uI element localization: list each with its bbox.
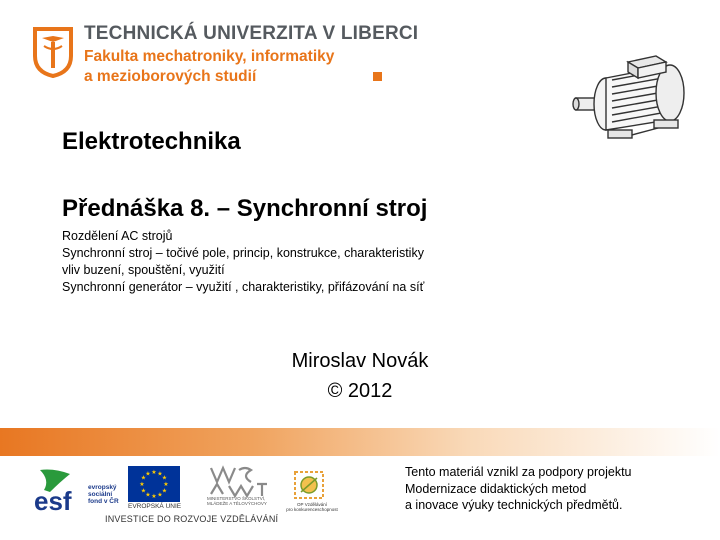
author-block (0, 346, 720, 406)
op-vk-text (282, 502, 342, 512)
lecture-title: Přednáška 8. – Synchronní stroj (62, 195, 428, 222)
esf-text-line: fond v ČR (88, 498, 119, 505)
svg-text:★: ★ (157, 491, 163, 499)
faculty-name-line2: a mezioborových studií (84, 68, 257, 85)
esf-text-line: sociální (88, 491, 113, 498)
project-note (405, 464, 632, 514)
topic-item: Rozdělení AC strojů (62, 229, 173, 243)
university-name: TECHNICKÁ UNIVERZITA V LIBERCI (84, 23, 419, 44)
header-accent-square (373, 72, 382, 81)
svg-text:esf: esf (34, 486, 72, 512)
svg-text:★: ★ (145, 470, 151, 478)
project-line: a inovace výuky technických předmětů. (405, 498, 623, 512)
tul-logo-icon (32, 26, 74, 78)
svg-text:★: ★ (139, 481, 145, 488)
project-line: Modernizace didaktických metod (405, 481, 587, 496)
topic-list (62, 228, 424, 296)
project-line: Tento materiál vznikl za podpory projektu (405, 465, 632, 479)
svg-text:★: ★ (163, 481, 169, 488)
svg-text:★: ★ (140, 474, 147, 482)
svg-text:★: ★ (140, 487, 147, 495)
topic-item: Synchronní stroj – točivé pole, princip, konstrukce, charakteristiky (62, 246, 424, 260)
eu-text: EVROPSKÁ UNIE (128, 503, 182, 510)
electric-motor-illustration (568, 40, 708, 150)
topic-item: vliv buzení, spouštění, využití (62, 263, 225, 277)
svg-text:★: ★ (151, 493, 157, 500)
topic-item: Synchronní generátor – využití , charakteristiky, přifázování na síť (62, 280, 425, 294)
op-vk-text-line: OP Vzdělávání (297, 502, 327, 507)
svg-text:★: ★ (151, 469, 157, 476)
svg-text:★: ★ (145, 491, 151, 499)
eu-flag-icon (128, 466, 180, 502)
svg-text:★: ★ (157, 470, 163, 478)
esf-text-line: evropský (88, 484, 117, 491)
esf-text (88, 484, 119, 505)
svg-text:★: ★ (161, 474, 168, 482)
author-name: Miroslav Novák (291, 350, 429, 372)
faculty-name-line1: Fakulta mechatroniky, informatiky (84, 48, 335, 65)
svg-text:★: ★ (161, 487, 168, 495)
logos-caption: INVESTICE DO ROZVOJE VZDĚLÁVÁNÍ (105, 514, 279, 524)
copyright: © 2012 (327, 380, 393, 402)
msmt-text: MINISTERSTVO ŠKOLSTVÍ, MLÁDEŽE A TĚLOVÝCHOVY (207, 496, 267, 506)
course-title: Elektrotechnika (62, 128, 241, 155)
op-vk-text-line: pro konkurenceschopnost (286, 507, 338, 512)
footer-gradient-bar (0, 428, 720, 456)
